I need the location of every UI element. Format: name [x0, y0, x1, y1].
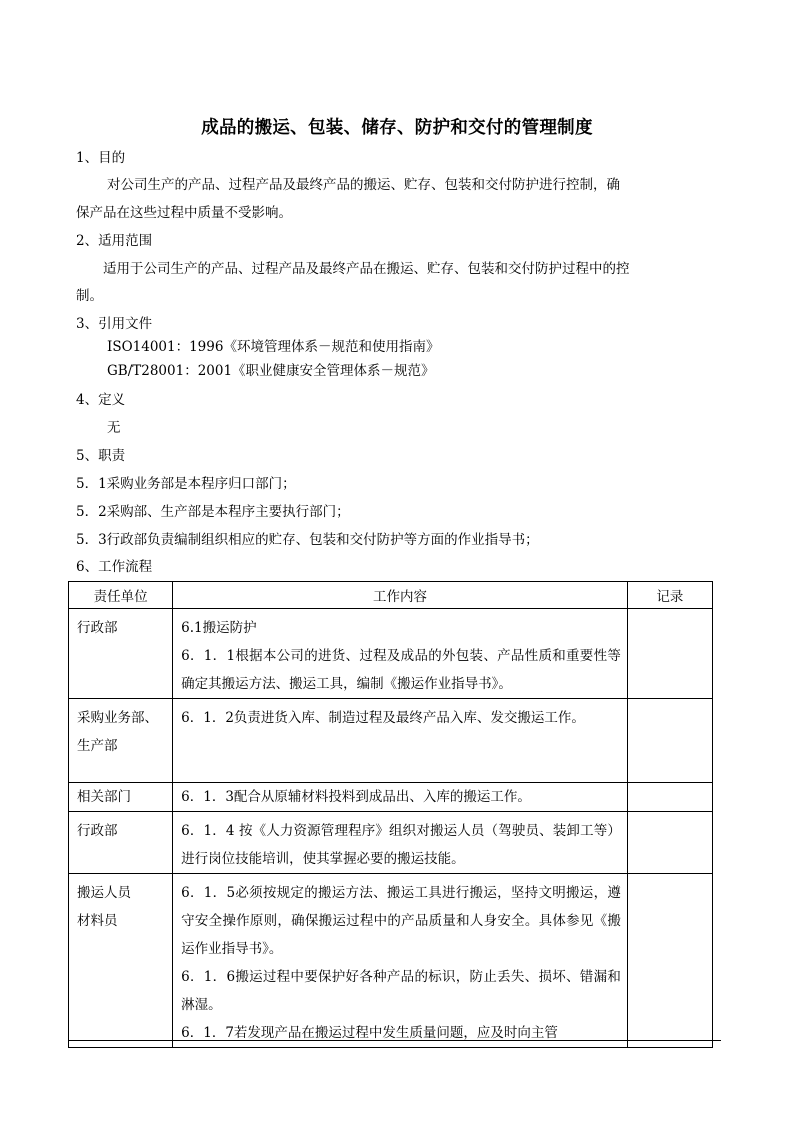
section-5-3: 5．3行政部负责编制组织相应的贮存、包装和交付防护等方面的作业指导书；: [76, 532, 539, 548]
section-2-text-line-2: 制。: [76, 288, 103, 304]
responsible-unit-cell: [69, 783, 173, 812]
section-5-heading: 5、职责: [76, 448, 126, 464]
content-6-1-2: 6．1．2负责进货入库、制造过程及最终产品入库、发交搬运工作。: [181, 710, 585, 726]
section-1-text-line-1: 对公司生产的产品、过程产品及最终产品的搬运、贮存、包装和交付防护进行控制，确: [107, 177, 620, 193]
content-6-1-4: 6．1．4 按《人力资源管理程序》组织对搬运人员（驾驶员、装卸工等）进行岗位技能培训，使其掌握必要的搬运技能。: [181, 823, 621, 867]
content-6-1-1: 6．1．1根据本公司的进货、过程及成品的外包装、产品性质和重要性等确定其搬运方法、搬运工具，编制《搬运作业指导书》。: [181, 648, 621, 692]
record-cell: [627, 874, 712, 1048]
unit-name: 生产部: [77, 738, 118, 754]
work-content-cell: [173, 699, 628, 783]
section-2-heading: 2、适用范围: [76, 233, 153, 249]
table-row: [69, 874, 713, 1048]
section-1-text-line-2: 保产品在这些过程中质量不受影响。: [76, 205, 292, 221]
table-row: [69, 783, 713, 812]
workflow-table: [68, 581, 713, 1048]
responsible-unit-cell: [69, 874, 173, 1048]
unit-name: 行政部: [77, 823, 118, 839]
section-5-2: 5．2采购部、生产部是本程序主要执行部门；: [76, 504, 350, 520]
section-2-text-line-1: 适用于公司生产的产品、过程产品及最终产品在搬运、贮存、包装和交付防护过程中的控: [103, 261, 630, 277]
section-1-heading: 1、目的: [76, 150, 126, 166]
record-cell: [627, 812, 712, 874]
unit-name: 采购业务部、: [77, 710, 158, 726]
table-header-row: [69, 582, 713, 609]
document-title: 成品的搬运、包装、储存、防护和交付的管理制度: [201, 118, 593, 138]
header-work-content: 工作内容: [173, 582, 628, 609]
responsible-unit-cell: [69, 609, 173, 699]
section-3-heading: 3、引用文件: [76, 316, 153, 332]
table-row: [69, 812, 713, 874]
table-row: [69, 699, 713, 783]
record-cell: [627, 783, 712, 812]
table-row: [69, 609, 713, 699]
footer-rule: [68, 1040, 721, 1041]
responsible-unit-cell: [69, 699, 173, 783]
header-responsible-unit: 责任单位: [69, 582, 173, 609]
section-4-text: 无: [107, 420, 121, 436]
reference-iso14001: ISO14001：1996《环境管理体系－规范和使用指南》: [107, 339, 440, 355]
content-6-1-3: 6．1．3配合从原辅材料投料到成品出、入库的搬运工作。: [181, 789, 531, 805]
content-6-1-7: 6．1．7若发现产品在搬运过程中发生质量问题，应及时向主管: [181, 1025, 558, 1041]
unit-name: 行政部: [77, 620, 118, 636]
unit-name: 材料员: [77, 913, 118, 929]
content-6-1-5: 6．1．5必须按规定的搬运方法、搬运工具进行搬运，坚持文明搬运，遵守安全操作原则，确保搬运过程中的产品质量和人身安全。具体参见《搬运作业指导书》。: [181, 885, 621, 957]
unit-name: 相关部门: [77, 789, 131, 805]
section-5-1: 5．1采购业务部是本程序归口部门；: [76, 476, 296, 492]
work-content-cell: [173, 783, 628, 812]
work-content-cell: [173, 609, 628, 699]
section-6-heading: 6、工作流程: [76, 559, 153, 575]
section-4-heading: 4、定义: [76, 392, 126, 408]
content-heading-6-1: 6.1搬运防护: [181, 620, 257, 636]
content-6-1-6: 6．1．6搬运过程中要保护好各种产品的标识，防止丢失、损坏、错漏和淋湿。: [181, 969, 621, 1013]
unit-name: 搬运人员: [77, 885, 131, 901]
reference-gbt28001: GB/T28001：2001《职业健康安全管理体系－规范》: [107, 363, 435, 379]
responsible-unit-cell: [69, 812, 173, 874]
header-record: 记录: [627, 582, 712, 609]
work-content-cell: [173, 874, 628, 1048]
record-cell: [627, 699, 712, 783]
work-content-cell: [173, 812, 628, 874]
record-cell: [627, 609, 712, 699]
